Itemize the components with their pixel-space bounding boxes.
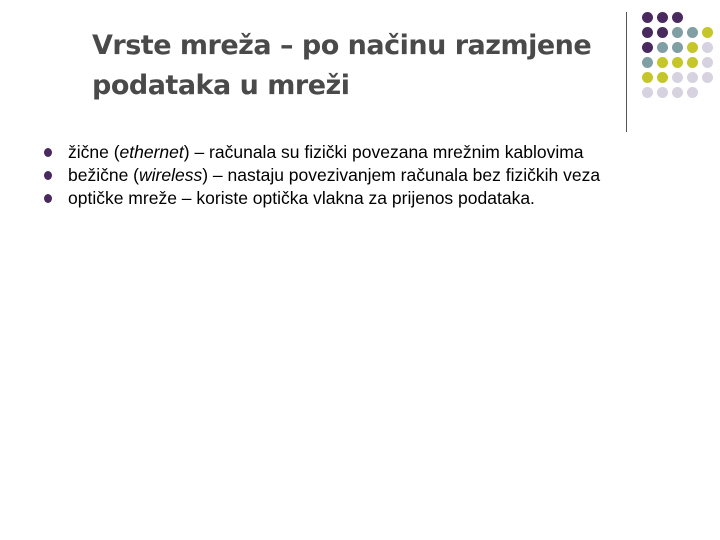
decorative-dot <box>702 72 713 83</box>
decorative-dot <box>657 87 668 98</box>
decorative-dot <box>687 42 698 53</box>
bullet-dot-icon <box>44 148 52 157</box>
decorative-dot <box>642 27 653 38</box>
bullet-text: optičke mreže – koriste optička vlakna za prijenos podataka. <box>68 188 535 208</box>
bullet-dot-icon <box>44 194 52 203</box>
bullet-term: wireless <box>139 165 203 185</box>
decorative-dot <box>642 87 653 98</box>
slide-title <box>92 26 612 106</box>
decorative-dot <box>687 57 698 68</box>
decorative-dot <box>672 57 683 68</box>
decorative-dot <box>642 12 653 23</box>
decorative-dot <box>657 12 668 23</box>
decorative-dot <box>672 87 683 98</box>
bullet-text-start: žične ( <box>68 142 120 162</box>
title-divider <box>626 12 627 132</box>
decorative-dot <box>702 27 713 38</box>
bullet-term: ethernet <box>119 142 184 162</box>
bullet-text-start: bežične ( <box>68 165 140 185</box>
decorative-dot <box>657 72 668 83</box>
bullet-text-end: ) – računala su fizički povezana mrežnim kablovima <box>183 142 584 162</box>
decorative-dot <box>642 72 653 83</box>
decorative-dot <box>657 57 668 68</box>
decorative-dot <box>642 57 653 68</box>
decorative-dot <box>687 27 698 38</box>
title-line-2: podataka u mreži <box>92 70 350 101</box>
decorative-dot <box>702 42 713 53</box>
bullet-item <box>44 142 684 163</box>
decorative-dot <box>672 12 683 23</box>
decorative-dot <box>672 72 683 83</box>
decorative-dot <box>687 72 698 83</box>
title-line-1: Vrste mreža – po načinu razmjene <box>92 30 592 61</box>
bullet-dot-icon <box>44 171 52 180</box>
decorative-dot-grid <box>636 8 720 118</box>
bullet-item <box>44 188 684 209</box>
decorative-dot <box>687 87 698 98</box>
decorative-dot <box>657 27 668 38</box>
decorative-dot <box>657 42 668 53</box>
decorative-dot <box>672 42 683 53</box>
decorative-dot <box>702 57 713 68</box>
bullet-text-end: ) – nastaju povezivanjem računala bez fizičkih veza <box>202 165 601 185</box>
bullet-item <box>44 165 684 186</box>
decorative-dot <box>642 42 653 53</box>
bullet-list <box>44 142 684 211</box>
decorative-dot <box>672 27 683 38</box>
